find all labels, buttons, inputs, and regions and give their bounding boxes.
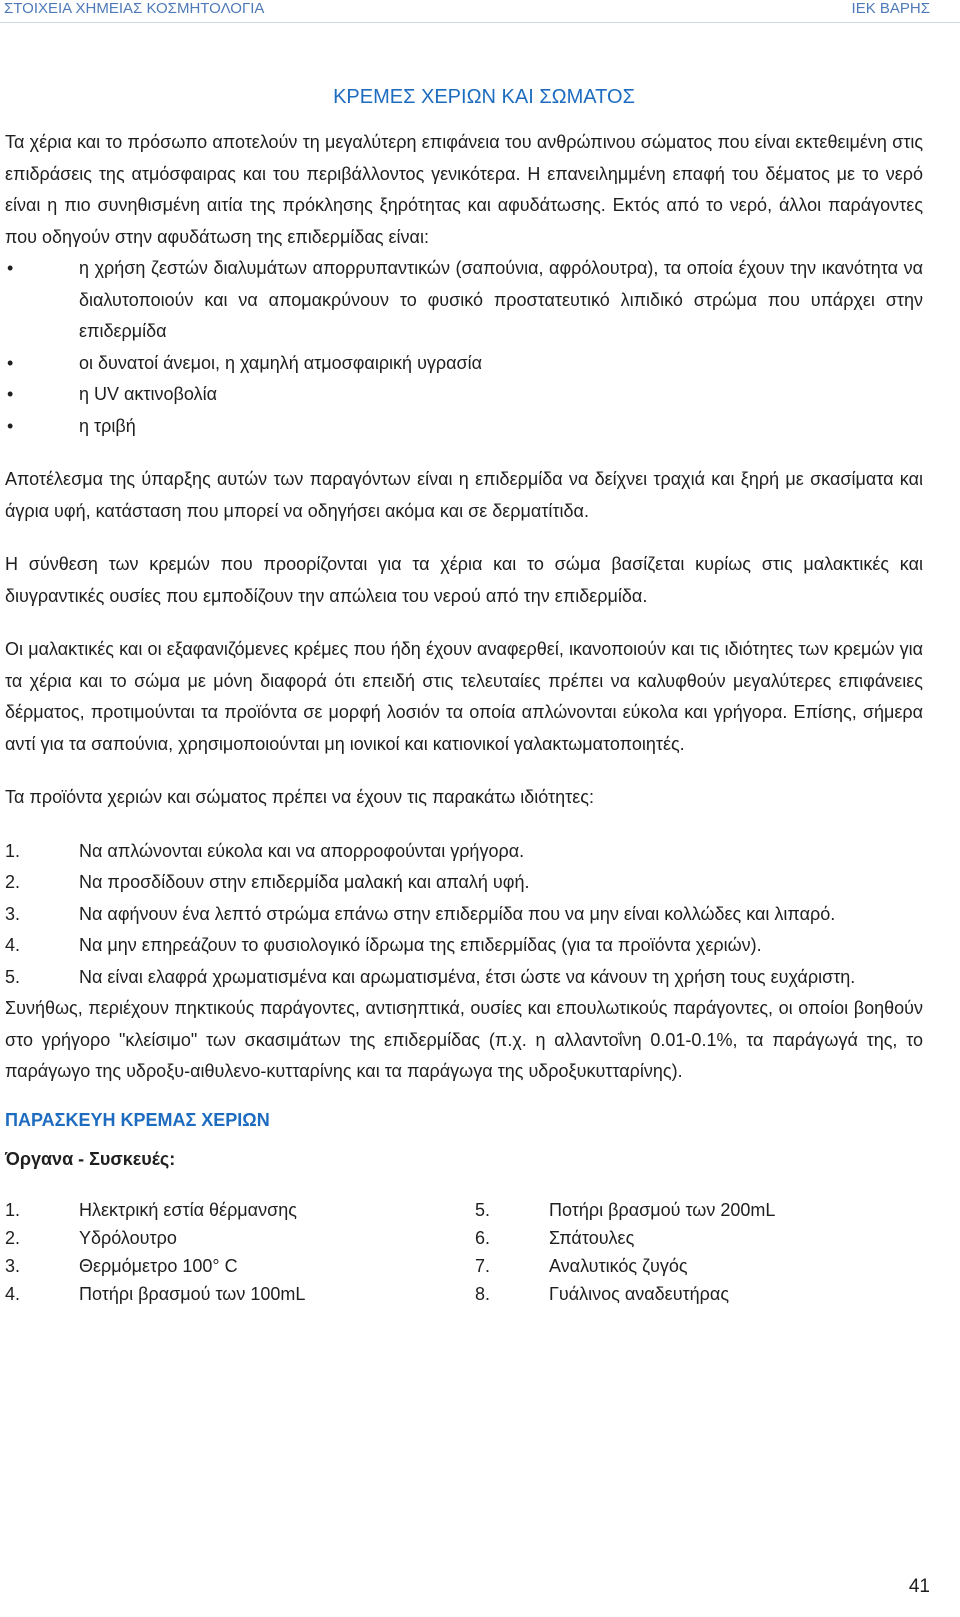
list-item-text: Να προσδίδουν στην επιδερμίδα μαλακή και απαλή υφή. [79, 872, 530, 892]
list-item-text: Να μην επηρεάζουν το φυσιολογικό ίδρωμα της επιδερμίδας (για τα προϊόντα χεριών). [79, 935, 762, 955]
page-title: ΚΡΕΜΕΣ ΧΕΡΙΩΝ ΚΑΙ ΣΩΜΑΤΟΣ [333, 86, 635, 108]
list-item [5, 1252, 475, 1280]
list-item-number: 2. [5, 872, 21, 892]
running-header [0, 0, 960, 23]
list-item-number: 8. [475, 1283, 491, 1304]
emollients-paragraph: Οι μαλακτικές και οι εξαφανιζόμενες κρέμες που ήδη έχουν αναφερθεί, ικανοποιούν και τις ιδιότητες των κρεμών για τα χέρια και το σώμα με μόνη διαφορά ότι επειδή στις τελευταίες πρέπει να καλυφθούν μεγαλύτερες επιφάνειες δέρματος, προτιμούνται τα προϊόντα σε μορφή λοσιόν τα οποία απλώνονται εύκολα και γρήγορα. Επίσης, σήμερα αντί για τα σαπούνια, χρησιμοποιούνται μη ιονικοί και κατιονικοί γαλακτωματοποιητές. [5, 639, 923, 754]
header-course-title: ΣΤΟΙΧΕΙΑ ΧΗΜΕΙΑΣ ΚΟΣΜΗΤΟΛΟΓΙΑ [4, 0, 265, 17]
list-item [475, 1196, 775, 1224]
list-item-text: Ποτήρι βρασμού των 100mL [79, 1283, 306, 1304]
list-item-text: Υδρόλουτρο [79, 1227, 177, 1248]
list-item-text: Γυάλινος αναδευτήρας [549, 1283, 729, 1304]
properties-intro-paragraph: Τα προϊόντα χεριών και σώματος πρέπει να έχουν τις παρακάτω ιδιότητες: [5, 787, 594, 807]
list-item [5, 867, 923, 899]
equipment-column-right [475, 1196, 775, 1308]
list-item [5, 348, 923, 380]
list-item [5, 930, 923, 962]
bullet-symbol: • [7, 415, 14, 436]
result-paragraph: Αποτέλεσμα της ύπαρξης αυτών των παραγόντων είναι η επιδερμίδα να δείχνει τραχιά και ξηρή με σκασίματα και άγρια υφή, κατάσταση που μπορεί να οδηγήσει ακόμα και σε δερματίτιδα. [5, 469, 923, 521]
list-item-text: οι δυνατοί άνεμοι, η χαμηλή ατμοσφαιρική υγρασία [79, 352, 483, 373]
list-item [475, 1224, 775, 1252]
list-item-number: 1. [5, 840, 21, 861]
list-item-number: 3. [5, 903, 21, 924]
list-item-text: Αναλυτικός ζυγός [549, 1255, 688, 1276]
list-item [5, 962, 923, 994]
list-item-number: 1. [5, 1199, 21, 1220]
list-item-text: η UV ακτινοβολία [79, 384, 217, 404]
list-item [5, 1196, 475, 1224]
equipment-column-left [5, 1196, 475, 1308]
list-item-number: 5. [475, 1199, 491, 1220]
intro-paragraph: Τα χέρια και το πρόσωπο αποτελούν τη μεγαλύτερη επιφάνεια του ανθρώπινου σώματος που είναι εκτεθειμένη στις επιδράσεις της ατμόσφαιρας και του περιβάλλοντος γενικότερα. Η επανειλημμένη επαφή του δέματος με το νερό είναι η πιο συνηθισμένη αιτία της πρόκλησης ξηρότητας και αφυδάτωσης. Εκτός από το νερό, άλλοι παράγοντες που οδηγούν στην αφυδάτωση της επιδερμίδας είναι: [5, 132, 923, 247]
list-item [475, 1252, 775, 1280]
page-number: 41 [908, 1576, 930, 1597]
list-item [5, 411, 923, 443]
list-item-number: 3. [5, 1255, 21, 1276]
list-item-number: 5. [5, 966, 21, 987]
list-item [5, 1224, 475, 1252]
list-item [5, 836, 923, 868]
list-item-number: 4. [5, 1283, 21, 1304]
list-item-text: Ηλεκτρική εστία θέρμανσης [79, 1199, 297, 1220]
equipment-heading: Όργανα - Συσκευές: [5, 1148, 176, 1169]
list-item [5, 1280, 475, 1308]
header-institution: ΙΕΚ ΒΑΡΗΣ [851, 0, 930, 17]
list-item [5, 253, 923, 348]
list-item-text: Σπάτουλες [549, 1227, 635, 1248]
list-item-text: Θερμόμετρο 100° C [79, 1255, 238, 1276]
bullet-symbol: • [7, 352, 14, 373]
bullet-symbol: • [7, 258, 14, 278]
list-item [5, 899, 923, 931]
list-item-text: Να είναι ελαφρά χρωματισμένα και αρωματισμένα, έτσι ώστε να κάνουν τη χρήση τους ευχάριστη. [79, 966, 856, 987]
closing-paragraph: Συνήθως, περιέχουν πηκτικούς παράγοντες, αντισηπτικά, ουσίες και επουλωτικούς παράγοντες, οι οποίοι βοηθούν στο γρήγορο "κλείσιμο" των σκασιμάτων της επιδερμίδας (π.χ. η αλλαντοΐνη 0.01-0.1%, τα παράγωγά της, το παράγωγο της υδροξυ-αιθυλενο-κυτταρίνης και τα παράγωγα της υδροξυκυτταρίνης). [5, 998, 923, 1081]
list-item-text: η χρήση ζεστών διαλυμάτων απορρυπαντικών (σαπούνια, αφρόλουτρα), τα οποία έχουν την ικανότητα να διαλυτοποιούν και να απομακρύνουν το φυσικό προστατευτικό λιπιδικό στρώμα που υπάρχει στην επιδερμίδα [79, 258, 923, 341]
factors-list [5, 253, 923, 442]
list-item-text: Ποτήρι βρασμού των 200mL [549, 1199, 776, 1220]
list-item-number: 7. [475, 1255, 491, 1276]
list-item-text: Να απλώνονται εύκολα και να απορροφούνται γρήγορα. [79, 840, 525, 861]
composition-paragraph: Η σύνθεση των κρεμών που προορίζονται για τα χέρια και το σώμα βασίζεται κυρίως στις μαλακτικές και διυγραντικές ουσίες που εμποδίζουν την απώλεια του νερού από την επιδερμίδα. [5, 554, 923, 606]
equipment-list [5, 1196, 825, 1308]
section-heading: ΠΑΡΑΣΚΕΥΗ ΚΡΕΜΑΣ ΧΕΡΙΩΝ [5, 1109, 270, 1130]
list-item-text: Να αφήνουν ένα λεπτό στρώμα επάνω στην επιδερμίδα που να μην είναι κολλώδες και λιπαρό. [79, 903, 836, 924]
properties-list [5, 836, 923, 994]
list-item [5, 379, 923, 411]
page-content [5, 86, 923, 1308]
list-item [475, 1280, 775, 1308]
bullet-symbol: • [7, 384, 14, 404]
list-item-number: 2. [5, 1227, 21, 1248]
list-item-number: 4. [5, 935, 21, 955]
list-item-number: 6. [475, 1227, 491, 1248]
list-item-text: η τριβή [79, 415, 136, 436]
